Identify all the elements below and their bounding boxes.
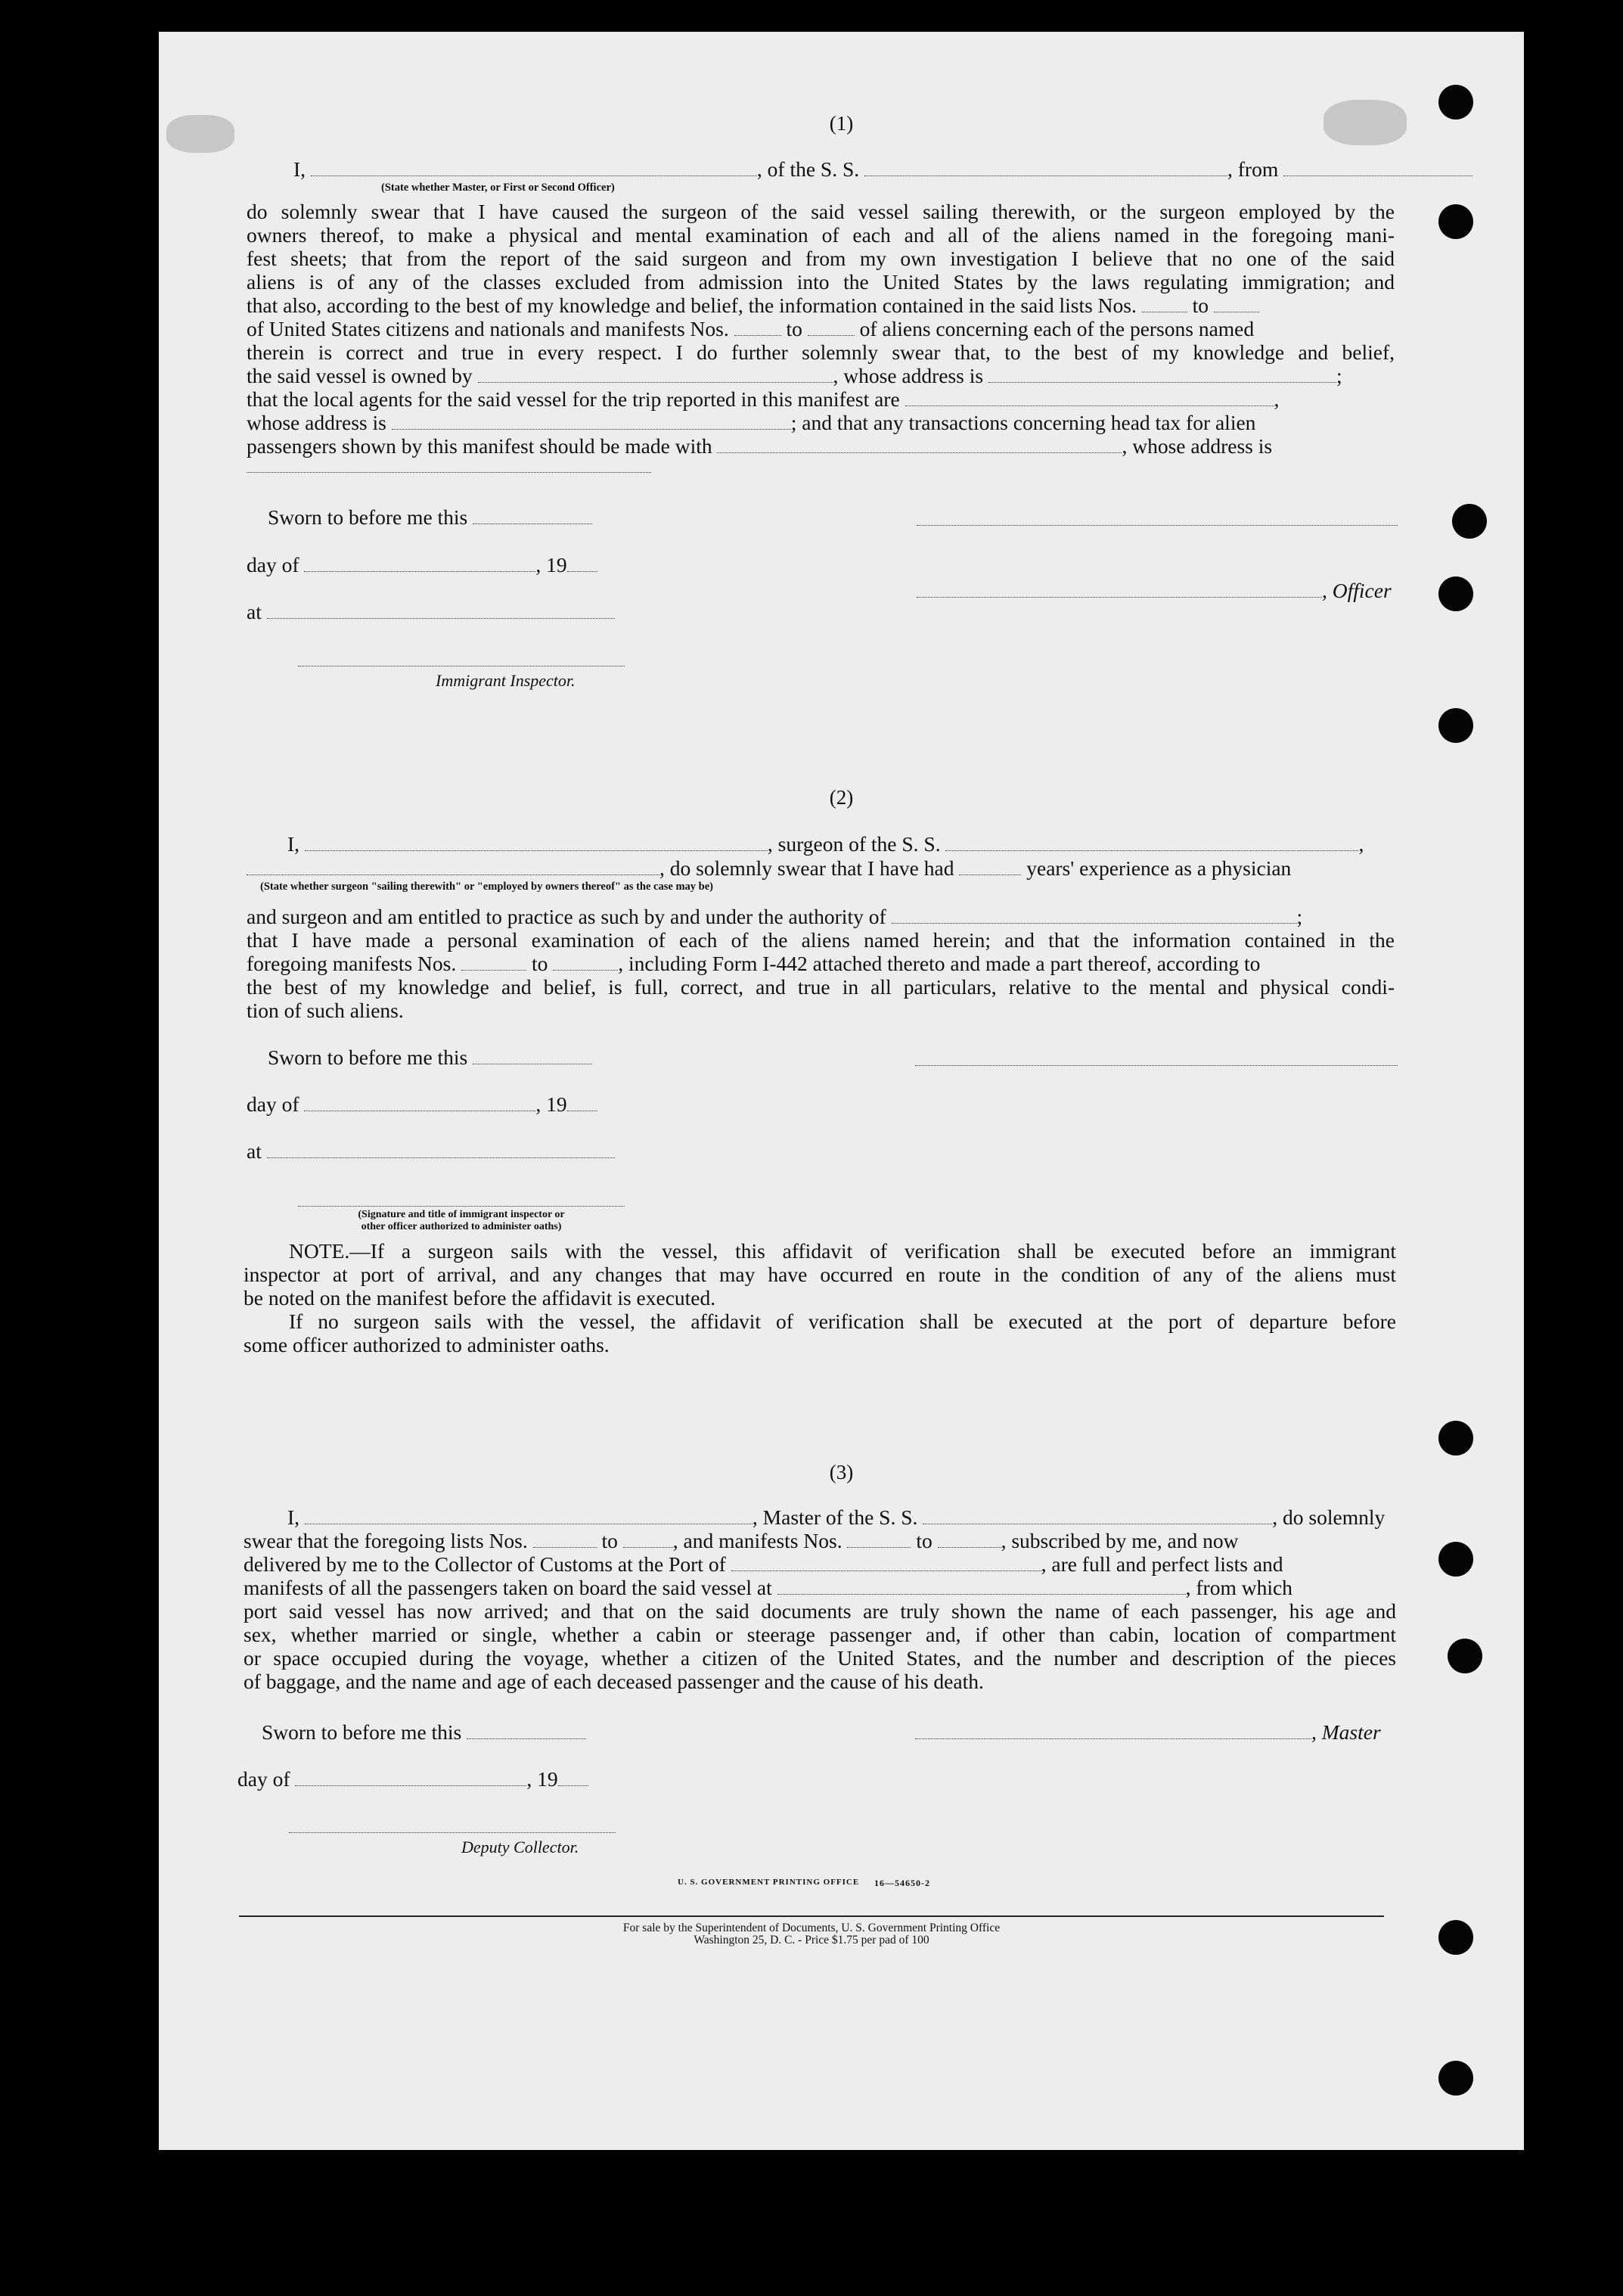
punch-hole bbox=[1438, 708, 1473, 743]
surgeon-vessel-field[interactable] bbox=[945, 837, 1358, 851]
authority-field[interactable] bbox=[892, 909, 1297, 924]
master-lists-from-field[interactable] bbox=[533, 1533, 597, 1548]
section-3-body-line: sex, whether married or single, whether a cabin or steerage passenger and, if other than cabin, location of compartment bbox=[244, 1623, 1396, 1646]
inspector-caption: Immigrant Inspector. bbox=[436, 671, 576, 690]
section-1-manifests-line: of United States citizens and nationals and manifests Nos. to of aliens concerning each of the persons named bbox=[247, 317, 1255, 340]
section-2-at-line: at bbox=[247, 1139, 615, 1163]
master-signature-field[interactable] bbox=[915, 1725, 1311, 1739]
surgeon-status-field[interactable] bbox=[247, 861, 659, 875]
agents-address-field[interactable] bbox=[392, 415, 791, 430]
surgeon-year-field[interactable] bbox=[567, 1097, 597, 1111]
surgeon-inspector-signature-line[interactable] bbox=[298, 1204, 625, 1207]
section-1-body-line: do solemnly swear that I have caused the surgeon of the said vessel sailing therewith, or the surgeon employed by the bbox=[247, 200, 1395, 223]
sale-notice-1: For sale by the Superintendent of Documents, U. S. Government Printing Office bbox=[622, 1922, 1001, 1934]
section-3-number: (3) bbox=[829, 1461, 854, 1484]
section-3-line-2: swear that the foregoing lists Nos. to , and manifests Nos. to , subscribed by me, and now bbox=[244, 1529, 1239, 1552]
head-tax-address-line[interactable] bbox=[247, 471, 651, 473]
section-1-line-1: I, , of the S. S. , from bbox=[293, 157, 1547, 181]
note-line: some officer authorized to administer oaths. bbox=[244, 1333, 610, 1356]
section-3-master-line: , Master bbox=[915, 1720, 1381, 1744]
owner-field[interactable] bbox=[478, 368, 833, 383]
place-field[interactable] bbox=[267, 604, 615, 619]
punch-hole bbox=[1452, 504, 1487, 539]
note-line: If no surgeon sails with the vessel, the affidavit of verification shall be executed at the port of departure before bbox=[289, 1310, 1396, 1333]
lists-to-field[interactable] bbox=[1214, 298, 1259, 312]
surgeon-sworn-date-field[interactable] bbox=[473, 1050, 592, 1064]
section-2-sworn-line: Sworn to before me this bbox=[268, 1045, 592, 1069]
section-3-body-line: or space occupied during the voyage, whether a citizen of the United States, and the number and description of the pieces bbox=[244, 1646, 1396, 1670]
note-line: inspector at port of arrival, and any changes that may have occurred en route in the condition of any of the aliens must bbox=[244, 1263, 1396, 1286]
surgeon-place-field[interactable] bbox=[267, 1144, 615, 1158]
surgeon-manifests-from-field[interactable] bbox=[461, 956, 526, 971]
vessel-name-field[interactable] bbox=[864, 162, 1227, 176]
section-1-agents-line: that the local agents for the said vessel for the trip reported in this manifest are , bbox=[247, 387, 1280, 411]
signature-caption-line-1: (Signature and title of immigrant inspector or bbox=[358, 1209, 565, 1220]
section-1-body-line: owners thereof, to make a physical and mental examination of each and all of the aliens named in the foregoing mani- bbox=[247, 223, 1395, 247]
section-1-at-line: at bbox=[247, 600, 615, 623]
officer-signature-line-1[interactable] bbox=[917, 524, 1398, 526]
note-line: NOTE.—If a surgeon sails with the vessel, this affidavit of verification shall be executed before an immigrant bbox=[289, 1239, 1396, 1263]
officer-name-field[interactable] bbox=[311, 162, 757, 176]
punch-hole bbox=[1448, 1639, 1482, 1673]
year-field[interactable] bbox=[567, 558, 597, 572]
years-experience-field[interactable] bbox=[959, 861, 1021, 875]
section-2-line-1: I, , surgeon of the S. S. , bbox=[287, 832, 1364, 856]
section-1-body-line: fest sheets; that from the report of the said surgeon and from my own investigation I believe that no one of the said bbox=[247, 247, 1395, 270]
section-3-line-1: I, , Master of the S. S. , do solemnly bbox=[287, 1505, 1386, 1529]
section-1-day-line: day of , 19 bbox=[247, 553, 597, 576]
surgeon-caption: (State whether surgeon "sailing therewith" or "employed by owners thereof" as the case may be) bbox=[260, 881, 713, 893]
sworn-date-field[interactable] bbox=[473, 510, 592, 524]
section-3-body-line: of baggage, and the name and age of each deceased passenger and the cause of his death. bbox=[244, 1670, 984, 1693]
customs-port-field[interactable] bbox=[731, 1557, 1041, 1571]
master-name-field[interactable] bbox=[305, 1510, 753, 1524]
section-2-number: (2) bbox=[829, 786, 854, 809]
officer-signature-field[interactable] bbox=[917, 583, 1322, 598]
section-2-body-line: tion of such aliens. bbox=[247, 999, 404, 1022]
section-1-headtax-line: passengers shown by this manifest should be made with , whose address is bbox=[247, 434, 1273, 458]
section-1-body-line: therein is correct and true in every respect. I do further solemnly swear that, to the best of my knowledge and belief, bbox=[247, 340, 1395, 364]
surgeon-manifests-to-field[interactable] bbox=[553, 956, 618, 971]
officer-caption: (State whether Master, or First or Second Officer) bbox=[381, 182, 615, 194]
inspector-signature-line[interactable] bbox=[298, 664, 625, 666]
note-line: be noted on the manifest before the affidavit is executed. bbox=[244, 1286, 716, 1310]
punch-hole bbox=[1438, 204, 1473, 239]
section-1-address-line: whose address is ; and that any transactions concerning head tax for alien bbox=[247, 411, 1256, 434]
punch-hole bbox=[1438, 1421, 1473, 1456]
surgeon-day-month-field[interactable] bbox=[304, 1097, 535, 1111]
master-manifests-to-field[interactable] bbox=[938, 1533, 1001, 1548]
manifests-to-field[interactable] bbox=[808, 322, 855, 336]
footer-rule bbox=[239, 1915, 1384, 1917]
sale-notice-2: Washington 25, D. C. - Price $1.75 per pad of 100 bbox=[694, 1934, 929, 1946]
master-year-field[interactable] bbox=[558, 1772, 588, 1786]
section-2-body-line: the best of my knowledge and belief, is full, correct, and true in all particulars, relative to the mental and physical condi- bbox=[247, 975, 1395, 999]
master-vessel-field[interactable] bbox=[923, 1510, 1272, 1524]
surgeon-signature-line[interactable] bbox=[915, 1064, 1398, 1066]
section-2-day-line: day of , 19 bbox=[247, 1092, 597, 1116]
form-page bbox=[159, 32, 1524, 2150]
collector-signature-line[interactable] bbox=[289, 1831, 616, 1833]
section-1-officer-line: , Officer bbox=[917, 579, 1392, 602]
surgeon-name-field[interactable] bbox=[305, 837, 768, 851]
punch-hole bbox=[1438, 576, 1473, 611]
manifests-from-field[interactable] bbox=[734, 322, 781, 336]
day-month-field[interactable] bbox=[304, 558, 535, 572]
agents-field[interactable] bbox=[905, 392, 1274, 406]
punch-hole bbox=[1438, 2061, 1473, 2096]
master-manifests-from-field[interactable] bbox=[847, 1533, 911, 1548]
section-3-body-line: port said vessel has now arrived; and that on the said documents are truly shown the name of each passenger, his age and bbox=[244, 1599, 1396, 1623]
section-2-authority-line: and surgeon and am entitled to practice as such by and under the authority of ; bbox=[247, 905, 1303, 928]
section-3-day-line: day of , 19 bbox=[237, 1767, 588, 1791]
section-3-line-4: manifests of all the passengers taken on board the said vessel at , from which bbox=[244, 1576, 1293, 1599]
section-3-line-3: delivered by me to the Collector of Customs at the Port of , are full and perfect lists and bbox=[244, 1552, 1283, 1576]
section-1-sworn-line: Sworn to before me this bbox=[268, 505, 592, 529]
section-1-number: (1) bbox=[829, 112, 854, 135]
punch-hole bbox=[1438, 1542, 1473, 1577]
embarkation-port-field[interactable] bbox=[777, 1580, 1186, 1595]
master-day-month-field[interactable] bbox=[295, 1772, 526, 1786]
section-3-sworn-line: Sworn to before me this bbox=[262, 1720, 586, 1744]
printing-office-imprint: U. S. GOVERNMENT PRINTING OFFICE bbox=[678, 1878, 860, 1887]
lists-from-field[interactable] bbox=[1142, 298, 1187, 312]
section-1-owner-line: the said vessel is owned by , whose address is ; bbox=[247, 364, 1342, 387]
section-2-body-line: that I have made a personal examination of each of the aliens named herein; and that the information contained in the bbox=[247, 928, 1395, 952]
master-sworn-date-field[interactable] bbox=[467, 1725, 586, 1739]
form-code: 16—54650-2 bbox=[874, 1878, 930, 1888]
section-2-line-2: , do solemnly swear that I have had years' experience as a physician bbox=[247, 856, 1291, 880]
punch-hole bbox=[1438, 1920, 1473, 1955]
section-2-manifests-line: foregoing manifests Nos. to , including Form I-442 attached thereto and made a part thereof, according to bbox=[247, 952, 1261, 975]
head-tax-party-field[interactable] bbox=[717, 439, 1122, 453]
section-1-lists-line: that also, according to the best of my knowledge and belief, the information contained in the said lists Nos. to bbox=[247, 294, 1259, 317]
owner-address-field[interactable] bbox=[988, 368, 1336, 383]
port-from-field[interactable] bbox=[1283, 162, 1472, 176]
signature-caption-line-2: other officer authorized to administer oaths) bbox=[361, 1221, 562, 1232]
master-lists-to-field[interactable] bbox=[623, 1533, 673, 1548]
section-1-body-line: aliens is of any of the classes excluded from admission into the United States by the laws regulating immigration; and bbox=[247, 270, 1395, 294]
collector-caption: Deputy Collector. bbox=[461, 1838, 579, 1856]
